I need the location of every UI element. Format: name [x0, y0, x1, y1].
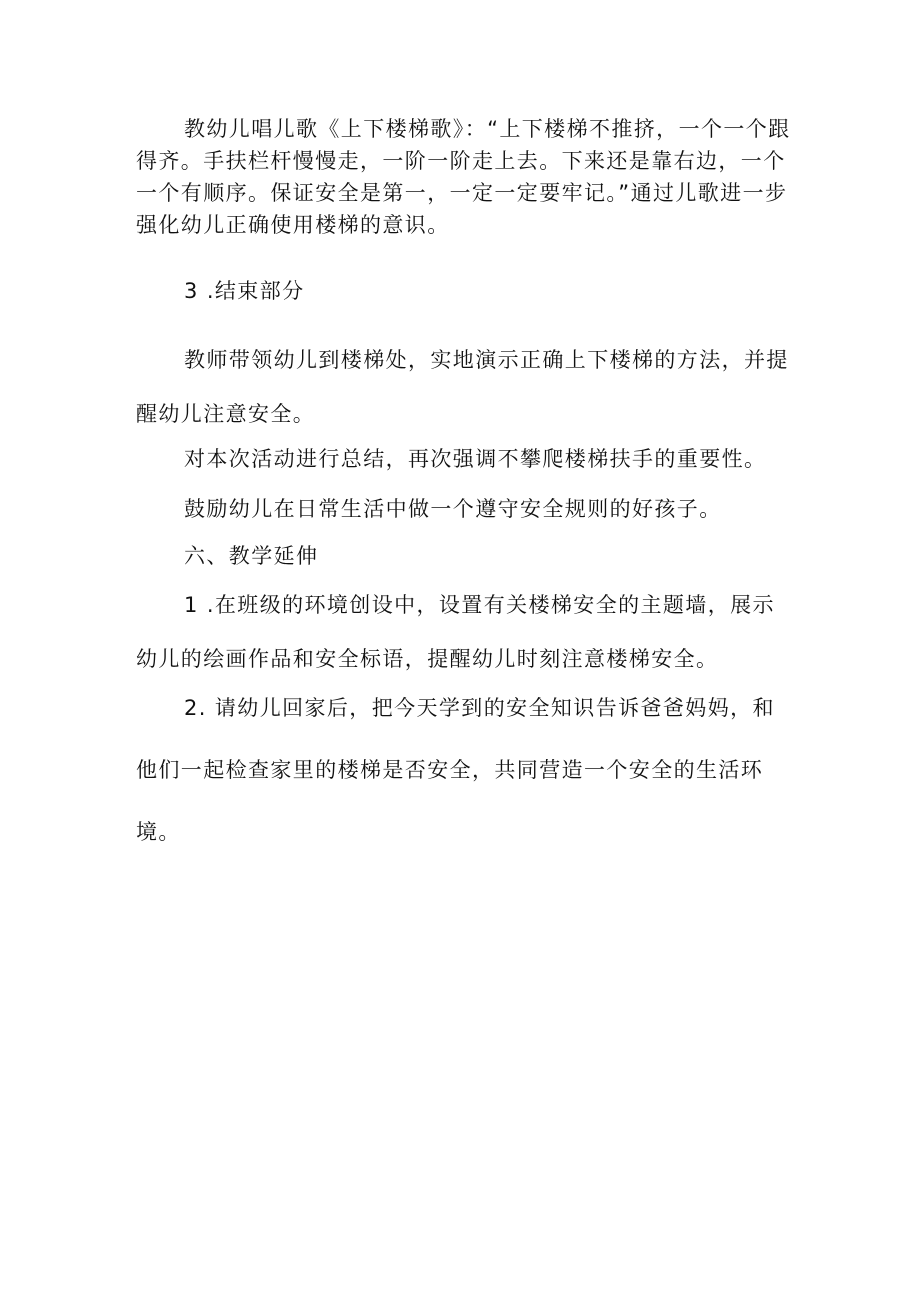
paragraph-extension-1: 1 .在班级的环境创设中，设置有关楼梯安全的主题墙，展示幼儿的绘画作品和安全标语，提醒幼儿时刻注意楼梯安全。	[136, 593, 775, 671]
paragraph-song: 教幼儿唱儿歌《上下楼梯歌》：“上下楼梯不推挤，一个一个跟得齐。手扶栏杆慢慢走，一阶一阶走上去。下来还是靠右边，一个一个有顺序。保证安全是第一，一定一定要牢记。”通过儿歌进一步强化幼儿正确使用楼梯的意识。	[136, 117, 791, 237]
paragraph-summary: 对本次活动进行总结，再次强调不攀爬楼梯扶手的重要性。	[184, 447, 767, 471]
paragraph-extension-2: 2. 请幼儿回家后，把今天学到的安全知识告诉爸爸妈妈，和他们一起检查家里的楼梯是否安全，共同营造一个安全的生活环境。	[136, 696, 775, 844]
section-heading-ending: 3 .结束部分	[184, 279, 305, 303]
paragraph-encourage: 鼓励幼儿在日常生活中做一个遵守安全规则的好孩子。	[184, 497, 722, 521]
paragraph-demo: 教师带领幼儿到楼梯处，实地演示正确上下楼梯的方法，并提醒幼儿注意安全。	[136, 348, 789, 426]
section-heading-extension: 六、教学延伸	[184, 544, 319, 568]
